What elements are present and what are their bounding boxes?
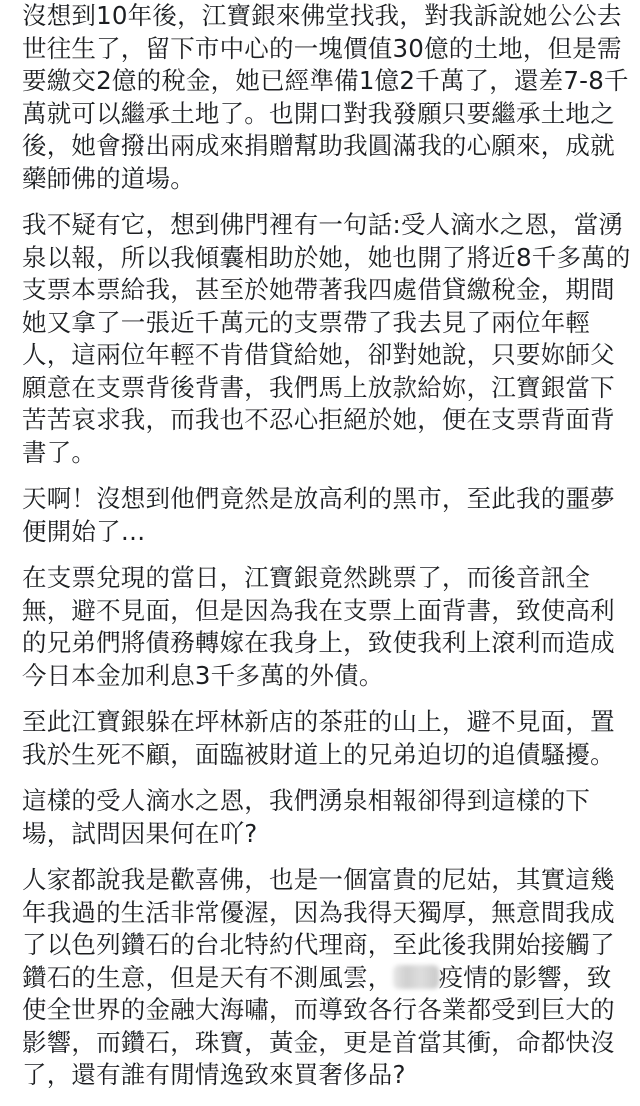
- paragraph-5: [22, 706, 622, 771]
- paragraph-1: [22, 0, 629, 195]
- blurred-redaction: [393, 965, 439, 989]
- paragraph-6: [22, 785, 622, 850]
- text-line: 人家都說我是歡喜佛，也是一個富貴的尼姑，其實這幾: [22, 865, 615, 894]
- text-line: 我於生死不顧，面臨被財道上的兄弟迫切的追債騷擾。: [22, 739, 615, 769]
- text-line: 影響，而鑽石，珠寶，黃金，更是首當其衝，命都快沒: [22, 1027, 615, 1057]
- text-line: 這樣的受人滴水之恩，我們湧泉相報卻得到這樣的下: [22, 786, 591, 815]
- text-line: 我不疑有它，想到佛門裡有一句話:受人滴水之恩，當湧: [22, 210, 624, 239]
- text-line: 天啊！沒想到他們竟然是放高利的黑市，至此我的噩夢: [22, 484, 615, 513]
- text-line: 便開始了…: [22, 516, 146, 546]
- text-line: 了以色列鑽石的台北特約代理商，至此後我開始接觸了: [22, 930, 615, 959]
- text-line-with-redaction: [22, 962, 622, 995]
- text-line: 場，試問因果何在吖?: [22, 818, 258, 848]
- text-line: 年我過的生活非常優渥，因為我得天獨厚，無意間我成: [22, 897, 615, 927]
- paragraph-7: [22, 864, 622, 1092]
- text-line: 無，避不見面，但是因為我在支票上面背書，致使高利: [22, 595, 615, 625]
- text-line: 泉以報，所以我傾囊相助於她，她也開了將近8千多萬的: [22, 242, 631, 272]
- paragraph-2: [22, 209, 631, 469]
- paragraph-4: [22, 562, 622, 692]
- text-line: 今日本金加利息3千多萬的外債。: [22, 660, 384, 690]
- text-line: 世往生了，留下市中心的一塊價值30億的土地，但是需: [22, 33, 622, 63]
- text-line: 她又拿了一張近千萬元的支票帶了我去見了兩位年輕: [22, 307, 591, 337]
- text-line: 苦苦哀求我，而我也不忍心拒絕於她，便在支票背面背: [22, 405, 615, 434]
- text-line: 支票本票給我，甚至於她帶著我四處借貸繳稅金，期間: [22, 275, 615, 304]
- text-line: 沒想到10年後，江寶銀來佛堂找我，對我訴說她公公去: [22, 1, 622, 30]
- post-body: [22, 0, 631, 1106]
- text-line: 人，這兩位年輕不肯借貸給她，卻對她說，只要妳師父: [22, 340, 615, 369]
- paragraph-3: [22, 483, 622, 548]
- text-line: 的兄弟們將債務轉嫁在我身上，致使我利上滾利而造成: [22, 628, 615, 657]
- text-line: 在支票兌現的當日，江寶銀竟然跳票了，而後音訊全: [22, 563, 591, 592]
- text-line: 後，她會撥出兩成來捐贈幫助我圓滿我的心願來，成就: [22, 131, 615, 160]
- text-segment: 鑽石的生意，但是天有不測風雲，: [22, 962, 393, 992]
- text-line: 藥師佛的道場。: [22, 163, 195, 193]
- text-line: 至此江寶銀躲在坪林新店的茶莊的山上，避不見面，置: [22, 707, 615, 736]
- text-line: 了，還有誰有閒情逸致來買奢侈品?: [22, 1060, 406, 1089]
- text-line: 萬就可以繼承土地了。也開口對我發願只要繼承土地之: [22, 98, 615, 128]
- text-segment: 疫情的影響，致: [438, 962, 612, 992]
- text-line: 書了。: [22, 437, 97, 467]
- text-line: 要繳交2億的稅金，她已經準備1億2千萬了，還差7-8千: [22, 66, 629, 95]
- text-line: 願意在支票背後背書，我們馬上放款給妳，江寶銀當下: [22, 372, 615, 402]
- text-line: 使全世界的金融大海嘯，而導致各行各業都受到巨大的: [22, 995, 615, 1024]
